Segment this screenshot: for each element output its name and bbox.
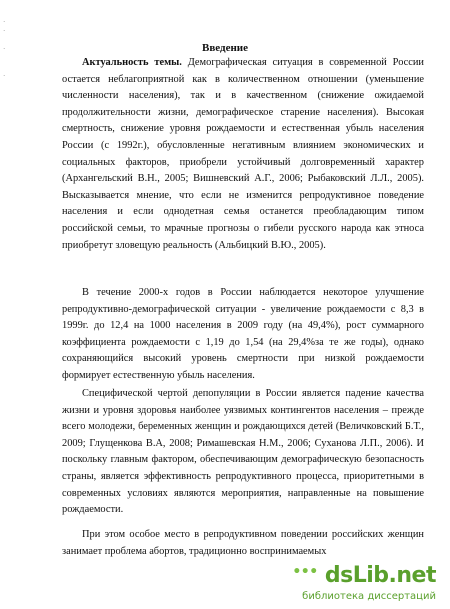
scan-margin-marks: · · · · [3, 18, 6, 80]
watermark-logo [292, 563, 436, 588]
paragraph-abortions [62, 527, 424, 560]
paragraph-text: Специфической чертой депопуляции в России является падение качества жизни и уровня здоровья наиболее уязвимых контингентов населения – прежде всего молодежи, беременных женщин и рождающихся детей (Величковский Б.Т., 2009; Глущенкова В.А, 2008; Римашевская Н.М., 2006; Суханова Л.П., 2006). И поскольку главным фактором, обеспечивающим демографическую безопасность страны, является эффективность репродуктивного процесса, приоритетными в современных условиях являются мероприятия, направленные на повышение рождаемости. [62, 388, 424, 516]
paragraph-text: В течение 2000-х годов в России наблюдается некоторое улучшение репродуктивно-демографической ситуации - увеличение рождаемости с 8,3 в 1999г. до 12,4 на 1000 населения в 2009 году (на 49,4%), рост суммарного коэффициента рождаемости с 1,19 до 1,54 (на 29,4%за те же годы), однако сохраняющийся высокий уровень смертности при низкой рождаемости формирует естественную убыль населения. [62, 287, 424, 381]
watermark [272, 563, 442, 605]
paragraph-text: При этом особое место в репродуктивном поведении российских женщин занимает проблема абортов, традиционно воспринимаемых [62, 529, 424, 557]
watermark-logo-text: dsLib.net [324, 563, 436, 588]
dots-icon: ••• [292, 564, 318, 580]
paragraph-depopulation [62, 386, 424, 519]
paragraph-text: Демографическая ситуация в современной России остается неблагоприятной как в количественном отношении (уменьшение численности населения), так и в качественном (снижение ожидаемой продолжительности жизни, демографическое старение населения). Высокая смертность, снижение уровня рождаемости и естественная убыль населения России (с 1992г.), обусловленные негативным влиянием экономических и социальных факторов, приобрели устойчивый долговременный характер (Архангельский В.Н., 2005; Вишневский А.Г., 2006; Рыбаковский Л.Л., 2005). Высказывается мнение, что если не изменится репродуктивное поведение населения и если однодетная семья останется преобладающим типом российской семьи, то мрачные прогнозы о гибели русского народа как этноса приобретут зловещую реальность (Альбицкий В.Ю., 2005). [62, 57, 424, 251]
paragraph-2000s [62, 285, 424, 385]
page-heading: Введение [201, 42, 249, 54]
paragraph-lead: Актуальность темы. [82, 57, 182, 68]
watermark-subtitle: библиотека диссертаций [302, 591, 436, 602]
paragraph-relevance [62, 55, 424, 254]
